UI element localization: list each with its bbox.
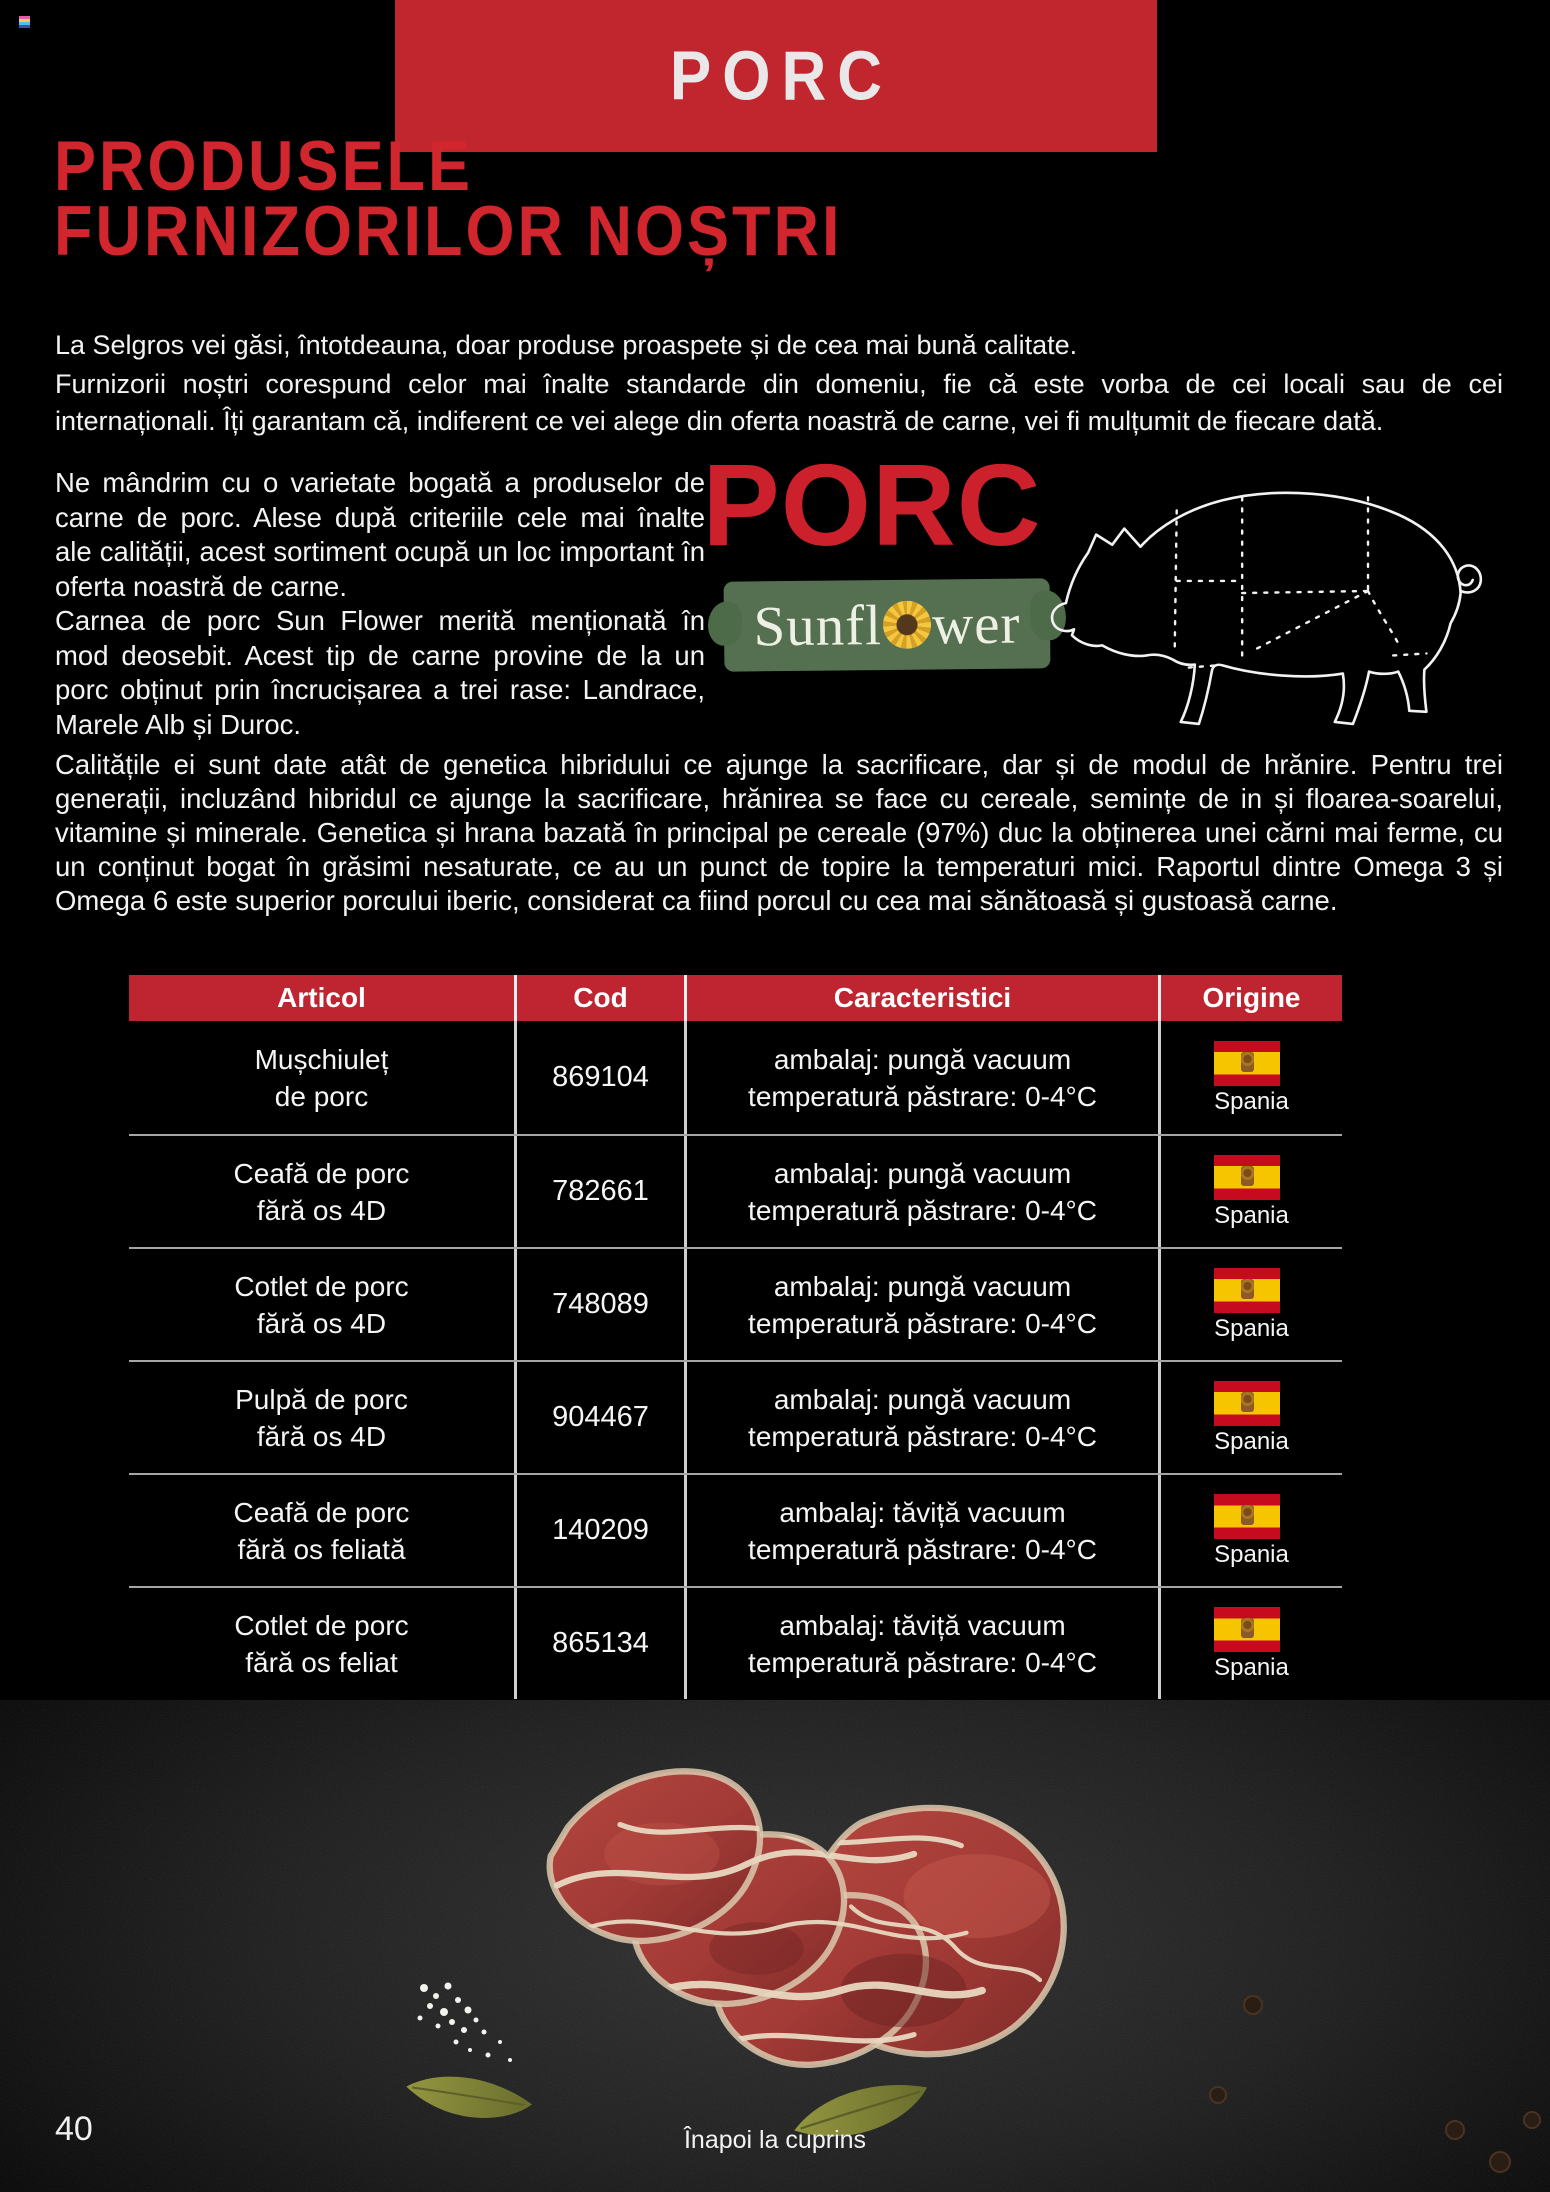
porc-logo: PORC bbox=[702, 440, 1042, 570]
cell-articol bbox=[129, 1475, 517, 1586]
cell-articol bbox=[129, 1249, 517, 1360]
cell-origine bbox=[1161, 1136, 1342, 1247]
origin-label: Spania bbox=[1214, 1201, 1289, 1229]
about-paragraph-2: Carnea de porc Sun Flower merită menționată în mod deosebit. Acest tip de carne provine de la un porc obținut prin încrucișarea a trei rase: Landrace, Marele Alb și Duroc. bbox=[55, 605, 705, 740]
product-packaging: ambalaj: pungă vacuum bbox=[773, 1157, 1072, 1189]
origin-wrap bbox=[1214, 1494, 1289, 1568]
column-header-articol: Articol bbox=[129, 975, 517, 1021]
table-row bbox=[129, 1134, 1342, 1247]
product-name-line1: Cotlet de porc bbox=[234, 1270, 409, 1302]
product-name-line1: Pulpă de porc bbox=[235, 1383, 408, 1415]
pork-meat-photo bbox=[0, 1700, 1550, 2192]
spain-flag-icon bbox=[1214, 1381, 1280, 1426]
product-packaging: ambalaj: pungă vacuum bbox=[773, 1043, 1072, 1075]
page-title-line1: PRODUSELE bbox=[54, 127, 474, 206]
back-to-contents-link[interactable]: Înapoi la cuprins bbox=[683, 2126, 867, 2154]
product-storage-temp: temperatură păstrare: 0-4°C bbox=[748, 1533, 1097, 1565]
product-packaging: ambalaj: pungă vacuum bbox=[773, 1383, 1072, 1415]
product-packaging: ambalaj: tăviță vacuum bbox=[779, 1609, 1066, 1641]
intro-paragraph-1: La Selgros vei găsi, întotdeauna, doar produse proaspete și de cea mai bună calitate. bbox=[55, 330, 1078, 360]
origin-wrap bbox=[1214, 1268, 1289, 1342]
cell-origine bbox=[1161, 1249, 1342, 1360]
products-table bbox=[129, 975, 1342, 1699]
page-number: 40 bbox=[55, 2110, 93, 2148]
product-storage-temp: temperatură păstrare: 0-4°C bbox=[748, 1194, 1097, 1226]
section-banner bbox=[395, 0, 1157, 152]
column-header-caracteristici: Caracteristici bbox=[687, 975, 1161, 1021]
product-name-line2: fără os feliată bbox=[237, 1533, 406, 1565]
table-row bbox=[129, 1473, 1342, 1586]
spain-flag-icon bbox=[1214, 1494, 1280, 1539]
cell-cod bbox=[517, 1021, 687, 1134]
product-name-line2: fără os 4D bbox=[256, 1307, 387, 1339]
sunflower-icon bbox=[883, 601, 932, 650]
section-banner-title: PORC bbox=[669, 37, 894, 115]
spain-flag-icon bbox=[1214, 1268, 1280, 1313]
product-code: 865134 bbox=[552, 1627, 649, 1659]
product-name-line1: Ceafă de porc bbox=[233, 1496, 410, 1528]
product-name-line2: de porc bbox=[274, 1080, 369, 1112]
origin-label: Spania bbox=[1214, 1427, 1289, 1455]
cell-caracteristici bbox=[687, 1362, 1161, 1473]
sunflower-brand-pre: Sunfl bbox=[753, 593, 883, 658]
page-title bbox=[54, 127, 843, 271]
product-name-line1: Ceafă de porc bbox=[233, 1157, 410, 1189]
origin-label: Spania bbox=[1214, 1540, 1289, 1568]
origin-wrap bbox=[1214, 1041, 1289, 1115]
table-header-row bbox=[129, 975, 1342, 1021]
cell-origine bbox=[1161, 1588, 1342, 1699]
product-code: 869104 bbox=[552, 1061, 649, 1093]
product-name-line1: Cotlet de porc bbox=[234, 1609, 409, 1641]
cell-caracteristici bbox=[687, 1136, 1161, 1247]
print-color-bar-icon bbox=[19, 16, 30, 28]
product-packaging: ambalaj: pungă vacuum bbox=[773, 1270, 1072, 1302]
column-header-cod: Cod bbox=[517, 975, 687, 1021]
cell-cod bbox=[517, 1249, 687, 1360]
product-storage-temp: temperatură păstrare: 0-4°C bbox=[748, 1307, 1097, 1339]
product-storage-temp: temperatură păstrare: 0-4°C bbox=[748, 1080, 1097, 1112]
cell-cod bbox=[517, 1475, 687, 1586]
product-code: 140209 bbox=[552, 1514, 649, 1546]
cell-articol bbox=[129, 1588, 517, 1699]
table-row bbox=[129, 1586, 1342, 1699]
cell-cod bbox=[517, 1588, 687, 1699]
product-name-line2: fără os 4D bbox=[256, 1194, 387, 1226]
column-header-origine: Origine bbox=[1202, 982, 1301, 1013]
cell-articol bbox=[129, 1021, 517, 1134]
cell-caracteristici bbox=[687, 1588, 1161, 1699]
sunflower-brand-post: wer bbox=[931, 592, 1021, 657]
spain-flag-icon bbox=[1214, 1041, 1280, 1086]
cell-articol bbox=[129, 1362, 517, 1473]
origin-label: Spania bbox=[1214, 1653, 1289, 1681]
cell-cod bbox=[517, 1362, 687, 1473]
cell-caracteristici bbox=[687, 1249, 1161, 1360]
spain-flag-icon bbox=[1214, 1155, 1280, 1200]
pig-outline-icon bbox=[1035, 442, 1550, 734]
intro-paragraph-2: Furnizorii noștri corespund celor mai înalte standarde din domeniu, fie că este vorba de cei locali sau de cei internaționali. Îți garantam că, indiferent ce vei alege din oferta noastră de carne, vei fi mulțumit de fiecare dată. bbox=[55, 369, 1503, 436]
table-row bbox=[129, 1247, 1342, 1360]
product-name-line2: fără os 4D bbox=[256, 1420, 387, 1452]
cell-caracteristici bbox=[687, 1475, 1161, 1586]
body-paragraph: Calitățile ei sunt date atât de genetica hibridului ce ajunge la sacrificare, dar și de modul de hrănire. Pentru trei generații, incluzând hibridul ce ajunge la sacrificare, hrănirea se face cu cereale, semințe de in și floarea-soarelui, vitamine și minerale. Genetica și hrana bazată în principal pe cereale (97%) duc la obținerea unei cărni mai ferme, cu un conținut bogat în grăsimi nesaturate, ce au un punct de topire la temperaturi mici. Raportul dintre Omega 3 și Omega 6 este superior porcului iberic, considerat ca fiind porcul cu cea mai sănătoasă și gustoasă carne. bbox=[55, 749, 1503, 916]
table-row bbox=[129, 1360, 1342, 1473]
sunflower-brand-badge bbox=[724, 578, 1051, 671]
product-name-line1: Mușchiuleț bbox=[254, 1043, 389, 1075]
cell-origine bbox=[1161, 1475, 1342, 1586]
product-storage-temp: temperatură păstrare: 0-4°C bbox=[748, 1646, 1097, 1678]
table-row bbox=[129, 1021, 1342, 1134]
product-code: 904467 bbox=[552, 1401, 649, 1433]
origin-wrap bbox=[1214, 1155, 1289, 1229]
product-name-line2: fără os feliat bbox=[245, 1646, 398, 1678]
cell-cod bbox=[517, 1136, 687, 1247]
cell-origine bbox=[1161, 1362, 1342, 1473]
cell-origine bbox=[1161, 1021, 1342, 1134]
spain-flag-icon bbox=[1214, 1607, 1280, 1652]
about-paragraph-1: Ne mândrim cu o varietate bogată a produselor de carne de porc. Alese după criteriile cele mai înalte ale calității, acest sortiment ocupă un loc important în oferta noastră de carne. bbox=[55, 467, 705, 602]
product-code: 748089 bbox=[552, 1288, 649, 1320]
origin-wrap bbox=[1214, 1607, 1289, 1681]
origin-wrap bbox=[1214, 1381, 1289, 1455]
origin-label: Spania bbox=[1214, 1087, 1289, 1115]
product-packaging: ambalaj: tăviță vacuum bbox=[779, 1496, 1066, 1528]
product-code: 782661 bbox=[552, 1175, 649, 1207]
origin-label: Spania bbox=[1214, 1314, 1289, 1342]
page-title-line2: FURNIZORILOR NOȘTRI bbox=[54, 192, 843, 271]
cell-articol bbox=[129, 1136, 517, 1247]
cell-caracteristici bbox=[687, 1021, 1161, 1134]
about-column bbox=[55, 466, 705, 742]
product-storage-temp: temperatură păstrare: 0-4°C bbox=[748, 1420, 1097, 1452]
